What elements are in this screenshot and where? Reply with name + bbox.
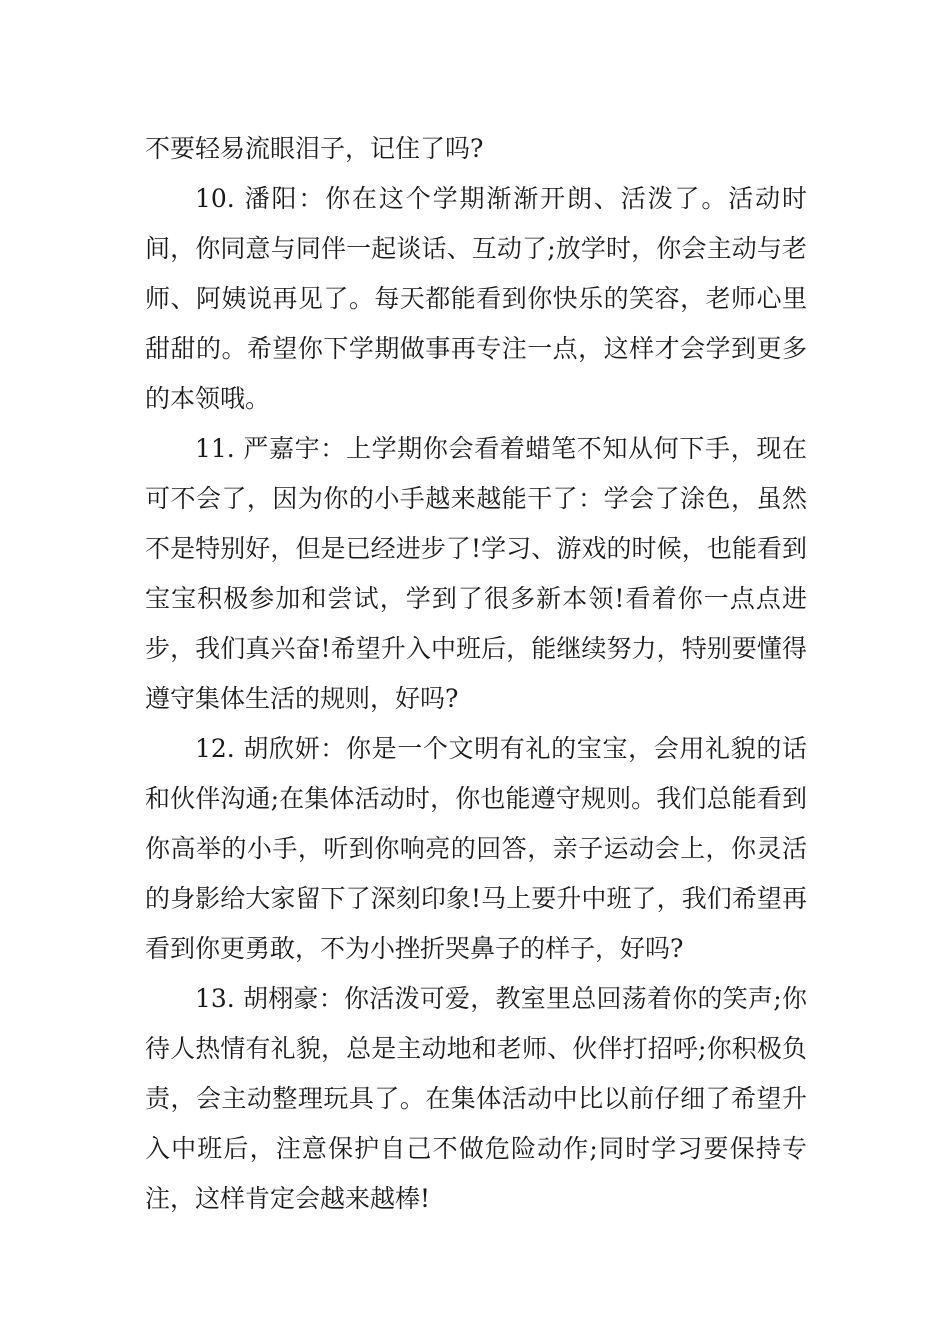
document-body [145, 124, 807, 1224]
paragraph-comment-10: 10. 潘阳：你在这个学期渐渐开朗、活泼了。活动时间，你同意与同伴一起谈话、互动了;放学时，你会主动与老师、阿姨说再见了。每天都能看到你快乐的笑容，老师心里甜甜的。希望你下学期做事再专注一点，这样才会学到更多的本领哦。 [145, 184, 807, 413]
paragraph-continuation: 不要轻易流眼泪子，记住了吗? [145, 134, 484, 163]
paragraph-comment-12: 12. 胡欣妍：你是一个文明有礼的宝宝，会用礼貌的话和伙伴沟通;在集体活动时，你也能遵守规则。我们总能看到你高举的小手，听到你响亮的回答，亲子运动会上，你灵活的身影给大家留下了深刻印象!马上要升中班了，我们希望再看到你更勇敢，不为小挫折哭鼻子的样子，好吗? [145, 734, 807, 963]
paragraph-comment-11: 11. 严嘉宇：上学期你会看着蜡笔不知从何下手，现在可不会了，因为你的小手越来越能干了：学会了涂色，虽然不是特别好，但是已经进步了!学习、游戏的时候，也能看到宝宝积极参加和尝试，学到了很多新本领!看着你一点点进步，我们真兴奋!希望升入中班后，能继续努力，特别要懂得遵守集体生活的规则，好吗? [145, 434, 807, 713]
paragraph-comment-13: 13. 胡栩豪：你活泼可爱，教室里总回荡着你的笑声;你待人热情有礼貌，总是主动地和老师、伙伴打招呼;你积极负责，会主动整理玩具了。在集体活动中比以前仔细了希望升入中班后，注意保护自己不做危险动作;同时学习要保持专注，这样肯定会越来越棒! [145, 984, 807, 1213]
